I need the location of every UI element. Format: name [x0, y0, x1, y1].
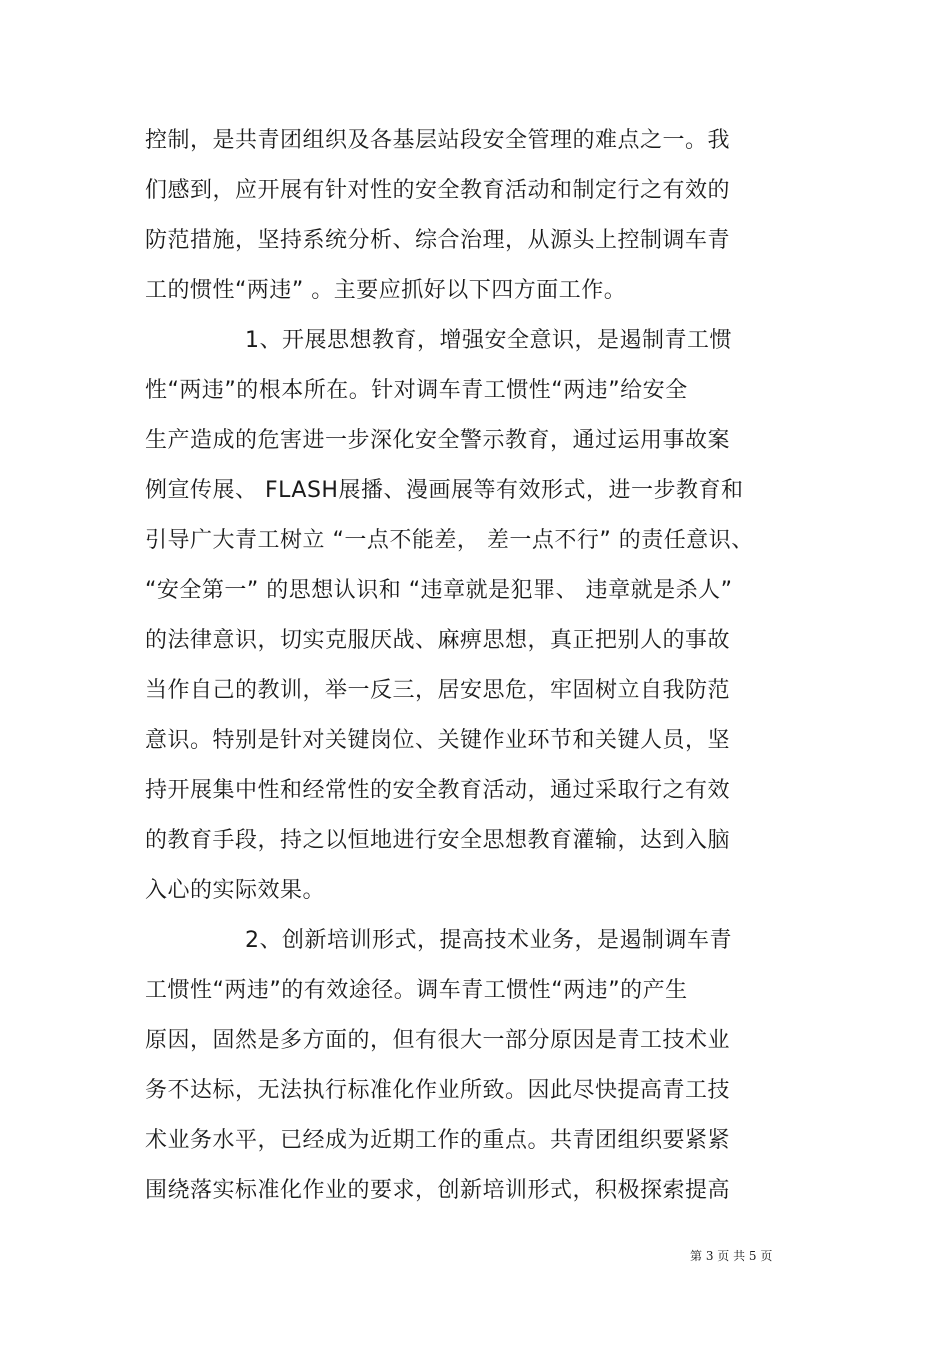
body-text-line: 工惯性“两违”的有效途径。调车青工惯性“两违”的产生 — [145, 978, 688, 1003]
body-text-line: 当作自己的教训，举一反三，居安思危，牢固树立自我防范 — [145, 678, 731, 703]
body-text-line: “安全第一” 的思想认识和 “违章就是犯罪、 违章就是杀人” — [145, 578, 733, 603]
paragraph-heading-1: 1、开展思想教育，增强安全意识，是遏制青工惯 — [245, 328, 732, 353]
body-text-line: 的教育手段，持之以恒地进行安全思想教育灌输，达到入脑 — [145, 828, 731, 853]
body-text-line: 引导广大青工树立 “一点不能差， 差一点不行” 的责任意识、 — [145, 528, 754, 553]
body-text-line: 们感到，应开展有针对性的安全教育活动和制定行之有效的 — [145, 178, 731, 203]
body-text-line: 原因，固然是多方面的，但有很大一部分原因是青工技术业 — [145, 1028, 731, 1053]
body-text-line: 控制，是共青团组织及各基层站段安全管理的难点之一。我 — [145, 128, 731, 153]
page-number-footer: 第 3 页 共 5 页 — [690, 1249, 773, 1263]
body-text-line: 的法律意识，切实克服厌战、麻痹思想，真正把别人的事故 — [145, 628, 731, 653]
body-text-line: 工的惯性“两违” 。主要应抓好以下四方面工作。 — [145, 278, 627, 303]
body-text-line: 防范措施，坚持系统分析、综合治理，从源头上控制调车青 — [145, 228, 731, 253]
paragraph-heading-2: 2、创新培训形式，提高技术业务，是遏制调车青 — [245, 928, 732, 953]
body-text-line: 入心的实际效果。 — [145, 878, 326, 903]
body-text-line: 性“两违”的根本所在。针对调车青工惯性“两违”给安全 — [145, 378, 688, 403]
body-text-line: 生产造成的危害进一步深化安全警示教育，通过运用事故案 — [145, 428, 731, 453]
body-text-line: 术业务水平，已经成为近期工作的重点。共青团组织要紧紧 — [145, 1128, 731, 1153]
body-text-line: 例宣传展、 FLASH展播、漫画展等有效形式，进一步教育和 — [145, 478, 744, 503]
body-text-line: 意识。特别是针对关键岗位、关键作业环节和关键人员，坚 — [145, 728, 731, 753]
body-text-line: 围绕落实标准化作业的要求，创新培训形式，积极探索提高 — [145, 1178, 731, 1203]
body-text-line: 持开展集中性和经常性的安全教育活动，通过采取行之有效 — [145, 778, 731, 803]
body-text-line: 务不达标，无法执行标准化作业所致。因此尽快提高青工技 — [145, 1078, 731, 1103]
